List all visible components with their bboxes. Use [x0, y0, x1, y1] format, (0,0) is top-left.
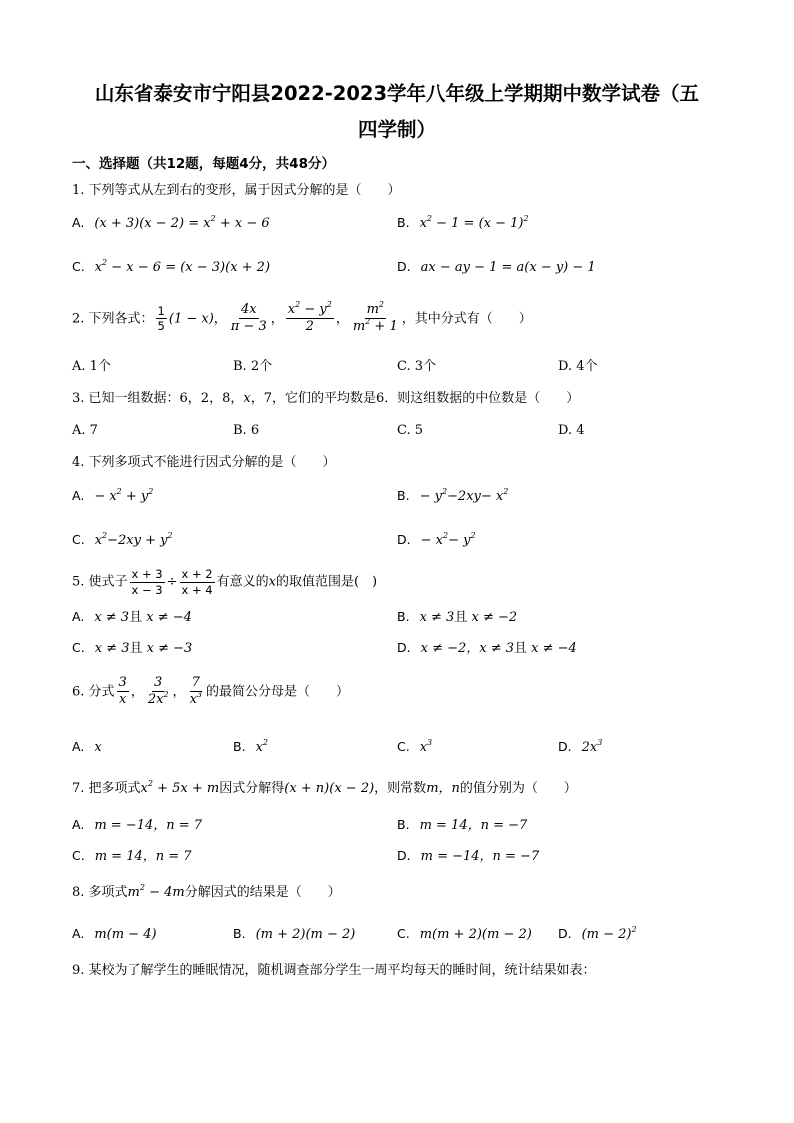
- q5-stem: 5. 使式子 $\frac{x + 3}{x - 3}$ ÷ $\frac{x + 2}{x + 4}$ 有意义的x的取值范围是( ): [72, 567, 378, 597]
- q4-stem: 4. 下列多项式不能进行因式分解的是（ ）: [72, 455, 336, 470]
- q2-option-d: D. 4个: [558, 359, 598, 374]
- q2-option-c: C. 3个: [397, 359, 437, 374]
- q1-option-d: D. ax − ay − 1 = a(x − y) − 1: [397, 259, 596, 275]
- q7-option-d: D. m = −14，n = −7: [397, 848, 540, 864]
- q4-option-d: D. − $x^2- y^2$: [397, 531, 476, 548]
- q7-option-c: C. m = 14，n = 7: [72, 848, 192, 864]
- q4-option-b: B. − $y^2-2xy- x^2$: [397, 487, 509, 504]
- q1-stem: 1. 下列等式从左到右的变形，属于因式分解的是（ ）: [72, 183, 401, 198]
- q8-option-c: C. m(m + 2)(m − 2): [397, 926, 532, 942]
- q5-option-a: A. x ≠ 3且 x ≠ −4: [72, 609, 192, 625]
- q1-option-a: A. $(x + 3)(x - 2) = x^2 + x - 6$: [72, 214, 270, 231]
- q1-option-c: C. $x^2 - x - 6 = (x - 3)(x + 2)$: [72, 258, 271, 275]
- q6-option-a: A. x: [72, 739, 102, 755]
- q4-option-a: A. − $x^2 + y^2$: [72, 487, 154, 504]
- q3-option-b: B. 6: [233, 423, 260, 438]
- q3-option-d: D. 4: [558, 423, 585, 438]
- section-heading: 一、选择题（共12题，每题4分，共48分）: [72, 156, 335, 172]
- q6-option-d: D. $2x^3$: [558, 738, 603, 755]
- q3-option-c: C. 5: [397, 423, 424, 438]
- q2-option-a: A. 1个: [72, 359, 111, 374]
- q7-stem: 7. 把多项式$x^2 + 5x + m$因式分解得(x + n)(x − 2)，则常数m，n的值分别为（ ）: [72, 779, 577, 796]
- q1-option-b: B. $x^2 - 1 = (x - 1)^2$: [397, 214, 529, 231]
- q5-option-d: D. x ≠ −2，x ≠ 3且 x ≠ −4: [397, 640, 577, 656]
- q8-option-b: B. (m + 2)(m − 2): [233, 926, 356, 942]
- page-title-line1: 山东省泰安市宁阳县2022-2023学年八年级上学期期中数学试卷（五: [94, 82, 700, 105]
- q8-stem: 8. 多项式$m^2 - 4m$分解因式的结果是（ ）: [72, 883, 341, 900]
- q2-stem: 2. 下列各式： $\frac{1}{5}$ (1 − x)， $\frac{4x}{\pi - 3}$ ， $\frac{x^2 - y^2}{2}$ ， $\frac{m^2}{m^2 + 1}$ ，其中分式有（ ）: [72, 300, 532, 335]
- q6-stem: 6. 分式 $\frac{3}{x}$ ， $\frac{3}{2x^2}$ ， $\frac{7}{x^3}$ 的最简公分母是（ ）: [72, 675, 350, 708]
- q8-option-d: D. $(m - 2)^2$: [558, 925, 637, 942]
- q7-option-a: A. m = −14，n = 7: [72, 817, 203, 833]
- q5-option-c: C. x ≠ 3且 x ≠ −3: [72, 640, 193, 656]
- q9-stem: 9. 某校为了解学生的睡眠情况，随机调查部分学生一周平均每天的睡时间，统计结果如表：: [72, 963, 596, 978]
- q4-option-c: C. $x^2-2xy + y^2$: [72, 531, 173, 548]
- q2-option-b: B. 2个: [233, 359, 273, 374]
- q6-option-c: C. $x^3$: [397, 738, 433, 755]
- page-title-line2: 四学制）: [357, 118, 436, 141]
- q8-option-a: A. m(m − 4): [72, 926, 157, 942]
- q6-option-b: B. $x^2$: [233, 738, 268, 755]
- q7-option-b: B. m = 14，n = −7: [397, 817, 528, 833]
- q3-stem: 3. 已知一组数据：6，2，8，x，7，它们的平均数是6．则这组数据的中位数是（ ）: [72, 391, 580, 406]
- q3-option-a: A. 7: [72, 423, 98, 438]
- q5-option-b: B. x ≠ 3且 x ≠ −2: [397, 609, 518, 625]
